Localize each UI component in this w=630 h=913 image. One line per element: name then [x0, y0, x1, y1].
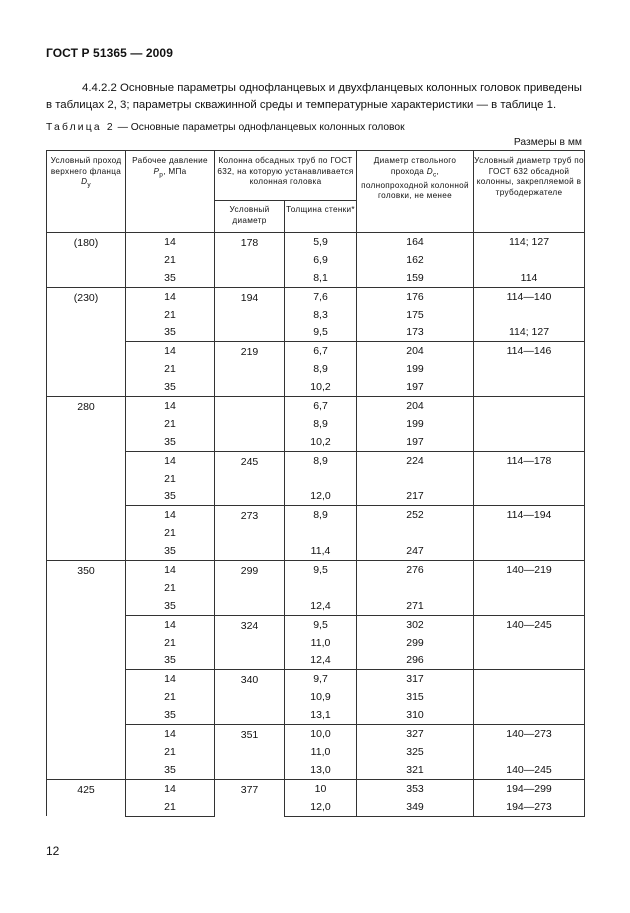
cell-wall-thickness: 12,0 [285, 487, 357, 505]
cell-casing-range [474, 524, 585, 542]
cell-bore-diameter: 199 [357, 415, 474, 433]
header-bore-diameter [357, 151, 474, 233]
cell-bore-diameter: 204 [357, 342, 474, 360]
cell-pressure: 21 [126, 306, 215, 324]
table-row [47, 579, 585, 597]
cell-pressure: 14 [126, 287, 215, 305]
cell-casing-range: 114—140 [474, 287, 585, 305]
table-row [47, 323, 585, 341]
cell-pressure: 35 [126, 542, 215, 560]
cell-pressure: 14 [126, 561, 215, 579]
cell-wall-thickness: 13,1 [285, 706, 357, 724]
header-casing-group: Колонна обсадных труб по ГОСТ 632, на которую устанавливается колонная головка [215, 151, 357, 201]
cell-bore-diameter: 176 [357, 287, 474, 305]
cell-wall-thickness: 11,0 [285, 743, 357, 761]
cell-pressure: 14 [126, 233, 215, 251]
cell-pressure: 14 [126, 615, 215, 633]
table-row [47, 615, 585, 633]
cell-casing-range [474, 706, 585, 724]
cell-pressure: 35 [126, 378, 215, 396]
table-row [47, 761, 585, 779]
cell-bore-diameter: 302 [357, 615, 474, 633]
table-body [47, 233, 585, 817]
cell-wall-thickness: 10,0 [285, 725, 357, 743]
table-row [47, 378, 585, 396]
header-pressure-sub: р [159, 171, 164, 179]
cell-wall-thickness: 9,5 [285, 615, 357, 633]
header-pressure-symbol: P [153, 166, 160, 176]
header-flange-bore-symbol: D [81, 177, 88, 186]
cell-wall-thickness: 13,0 [285, 761, 357, 779]
cell-casing-range [474, 634, 585, 652]
cell-casing-range [474, 470, 585, 488]
cell-casing-range: 140—219 [474, 561, 585, 579]
cell-flange: (180) [47, 233, 126, 288]
cell-bore-diameter: 349 [357, 798, 474, 816]
cell-casing-range [474, 360, 585, 378]
cell-wall-thickness [285, 579, 357, 597]
cell-bore-diameter [357, 524, 474, 542]
cell-pressure: 21 [126, 470, 215, 488]
cell-casing-range: 114 [474, 269, 585, 287]
table-row [47, 779, 585, 797]
header-bore-diameter-label: Диаметр ствольного прохода [373, 156, 457, 176]
cell-casing-range [474, 743, 585, 761]
cell-bore-diameter: 175 [357, 306, 474, 324]
cell-pressure: 21 [126, 415, 215, 433]
table-row [47, 415, 585, 433]
table-row [47, 287, 585, 305]
header-pressure [126, 151, 215, 233]
cell-bore-diameter: 296 [357, 651, 474, 669]
cell-nominal-diameter: 351 [215, 725, 285, 780]
cell-pressure: 21 [126, 579, 215, 597]
cell-casing-range: 194—273 [474, 798, 585, 816]
table-row [47, 306, 585, 324]
cell-pressure: 21 [126, 524, 215, 542]
cell-wall-thickness: 12,4 [285, 597, 357, 615]
table-row [47, 233, 585, 251]
cell-wall-thickness: 11,0 [285, 634, 357, 652]
cell-bore-diameter: 224 [357, 451, 474, 469]
header-bore-sub: c [432, 171, 437, 179]
cell-bore-diameter: 321 [357, 761, 474, 779]
cell-nominal-diameter: 340 [215, 670, 285, 725]
cell-pressure: 14 [126, 725, 215, 743]
header-nominal-diameter: Условный диаметр [215, 201, 285, 233]
cell-casing-range: 194—299 [474, 779, 585, 797]
header-wall-thickness: Толщина стенки* [285, 201, 357, 233]
cell-casing-range [474, 397, 585, 415]
cell-wall-thickness [285, 524, 357, 542]
cell-wall-thickness [285, 470, 357, 488]
cell-nominal-diameter [215, 397, 285, 452]
cell-wall-thickness: 8,9 [285, 415, 357, 433]
cell-casing-range: 114—194 [474, 506, 585, 524]
cell-pressure: 14 [126, 397, 215, 415]
cell-bore-diameter: 204 [357, 397, 474, 415]
table-row [47, 433, 585, 451]
cell-bore-diameter: 299 [357, 634, 474, 652]
cell-wall-thickness: 6,7 [285, 342, 357, 360]
cell-casing-range: 140—273 [474, 725, 585, 743]
table-caption-label: Таблица 2 [46, 122, 115, 133]
cell-bore-diameter: 162 [357, 251, 474, 269]
table-row [47, 397, 585, 415]
table-row [47, 269, 585, 287]
cell-pressure: 21 [126, 798, 215, 816]
cell-pressure: 35 [126, 651, 215, 669]
cell-casing-range [474, 487, 585, 505]
cell-bore-diameter: 199 [357, 360, 474, 378]
cell-wall-thickness: 8,9 [285, 451, 357, 469]
table-row [47, 670, 585, 688]
cell-wall-thickness: 9,5 [285, 561, 357, 579]
cell-pressure: 35 [126, 487, 215, 505]
cell-casing-range: 140—245 [474, 615, 585, 633]
cell-bore-diameter: 325 [357, 743, 474, 761]
cell-bore-diameter: 310 [357, 706, 474, 724]
cell-flange: 425 [47, 779, 126, 816]
cell-flange: (230) [47, 287, 126, 396]
cell-pressure: 14 [126, 779, 215, 797]
cell-wall-thickness: 5,9 [285, 233, 357, 251]
cell-nominal-diameter: 377 [215, 779, 285, 816]
cell-casing-range [474, 688, 585, 706]
table-row [47, 688, 585, 706]
cell-casing-range [474, 433, 585, 451]
header-pressure-label: Рабочее давление [132, 156, 208, 165]
cell-pressure: 21 [126, 688, 215, 706]
cell-casing-range [474, 542, 585, 560]
table-row [47, 542, 585, 560]
cell-nominal-diameter: 299 [215, 561, 285, 616]
document-header: ГОСТ Р 51365 — 2009 [46, 46, 173, 60]
cell-wall-thickness: 8,9 [285, 506, 357, 524]
cell-bore-diameter: 197 [357, 433, 474, 451]
table-row [47, 360, 585, 378]
table-row [47, 487, 585, 505]
cell-wall-thickness: 8,3 [285, 306, 357, 324]
cell-pressure: 35 [126, 323, 215, 341]
cell-casing-range: 114; 127 [474, 323, 585, 341]
cell-bore-diameter: 217 [357, 487, 474, 505]
cell-pressure: 21 [126, 251, 215, 269]
cell-pressure: 14 [126, 670, 215, 688]
cell-pressure: 35 [126, 433, 215, 451]
page-number: 12 [46, 844, 60, 858]
table-row [47, 651, 585, 669]
cell-casing-range [474, 306, 585, 324]
cell-pressure: 14 [126, 342, 215, 360]
cell-wall-thickness: 6,7 [285, 397, 357, 415]
table-caption-title: — Основные параметры однофланцевых колонных головок [117, 122, 405, 133]
cell-nominal-diameter: 324 [215, 615, 285, 670]
cell-casing-range [474, 251, 585, 269]
cell-casing-range [474, 378, 585, 396]
cell-bore-diameter: 353 [357, 779, 474, 797]
header-flange-bore [47, 151, 126, 233]
cell-pressure: 35 [126, 761, 215, 779]
table-row [47, 524, 585, 542]
table-row [47, 561, 585, 579]
table-row [47, 706, 585, 724]
cell-nominal-diameter: 273 [215, 506, 285, 561]
table-row [47, 342, 585, 360]
table-row [47, 470, 585, 488]
cell-bore-diameter: 164 [357, 233, 474, 251]
table-caption [46, 122, 405, 133]
cell-wall-thickness: 8,9 [285, 360, 357, 378]
cell-casing-range [474, 670, 585, 688]
cell-bore-diameter: 317 [357, 670, 474, 688]
header-bore-diameter-tail: , полнопроходной колонной головки, не менее [361, 166, 469, 201]
cell-pressure: 35 [126, 597, 215, 615]
cell-flange: 280 [47, 397, 126, 561]
cell-nominal-diameter: 219 [215, 342, 285, 397]
cell-pressure: 14 [126, 451, 215, 469]
intro-paragraph: 4.4.2.2 Основные параметры однофланцевых и двухфланцевых колонных головок приведены в таблицах 2, 3; параметры скважинной среды и температурные характеристики — в таблице 1. [46, 82, 582, 111]
cell-wall-thickness: 8,1 [285, 269, 357, 287]
cell-casing-range: 140—245 [474, 761, 585, 779]
cell-nominal-diameter: 194 [215, 287, 285, 342]
cell-pressure: 21 [126, 743, 215, 761]
cell-pressure: 21 [126, 634, 215, 652]
cell-wall-thickness: 10,2 [285, 433, 357, 451]
cell-bore-diameter: 271 [357, 597, 474, 615]
cell-wall-thickness: 11,4 [285, 542, 357, 560]
cell-wall-thickness: 6,9 [285, 251, 357, 269]
cell-wall-thickness: 12,0 [285, 798, 357, 816]
units-note: Размеры в мм [513, 137, 582, 148]
cell-casing-range [474, 597, 585, 615]
cell-wall-thickness: 7,6 [285, 287, 357, 305]
cell-bore-diameter: 173 [357, 323, 474, 341]
table-row [47, 506, 585, 524]
cell-bore-diameter: 247 [357, 542, 474, 560]
cell-wall-thickness: 10 [285, 779, 357, 797]
cell-wall-thickness: 10,9 [285, 688, 357, 706]
cell-wall-thickness: 9,7 [285, 670, 357, 688]
table-row [47, 597, 585, 615]
cell-bore-diameter: 252 [357, 506, 474, 524]
cell-nominal-diameter: 178 [215, 233, 285, 288]
cell-pressure: 21 [126, 360, 215, 378]
table-row [47, 798, 585, 816]
header-flange-bore-sub: у [87, 181, 91, 189]
cell-bore-diameter: 327 [357, 725, 474, 743]
header-bore-symbol: D [426, 166, 433, 176]
cell-flange: 350 [47, 561, 126, 780]
cell-bore-diameter: 276 [357, 561, 474, 579]
cell-casing-range: 114—178 [474, 451, 585, 469]
cell-casing-range [474, 415, 585, 433]
cell-pressure: 35 [126, 269, 215, 287]
parameters-table [46, 150, 585, 817]
cell-casing-range: 114—146 [474, 342, 585, 360]
cell-bore-diameter: 315 [357, 688, 474, 706]
cell-wall-thickness: 9,5 [285, 323, 357, 341]
table-row [47, 725, 585, 743]
cell-pressure: 35 [126, 706, 215, 724]
cell-wall-thickness: 10,2 [285, 378, 357, 396]
header-flange-bore-label: Условный проход верхнего фланца [50, 156, 122, 176]
table-row [47, 634, 585, 652]
cell-bore-diameter [357, 470, 474, 488]
table-row [47, 451, 585, 469]
cell-pressure: 14 [126, 506, 215, 524]
table-row [47, 743, 585, 761]
cell-casing-range [474, 651, 585, 669]
header-pressure-unit: , МПа [163, 166, 187, 176]
cell-bore-diameter: 159 [357, 269, 474, 287]
cell-casing-range [474, 579, 585, 597]
header-casing-diameter: Условный диаметр труб по ГОСТ 632 обсадной колонны, закрепляемой в трубодержателе [474, 151, 585, 233]
cell-bore-diameter: 197 [357, 378, 474, 396]
cell-nominal-diameter: 245 [215, 451, 285, 506]
table-row [47, 251, 585, 269]
cell-bore-diameter [357, 579, 474, 597]
cell-casing-range: 114; 127 [474, 233, 585, 251]
cell-wall-thickness: 12,4 [285, 651, 357, 669]
